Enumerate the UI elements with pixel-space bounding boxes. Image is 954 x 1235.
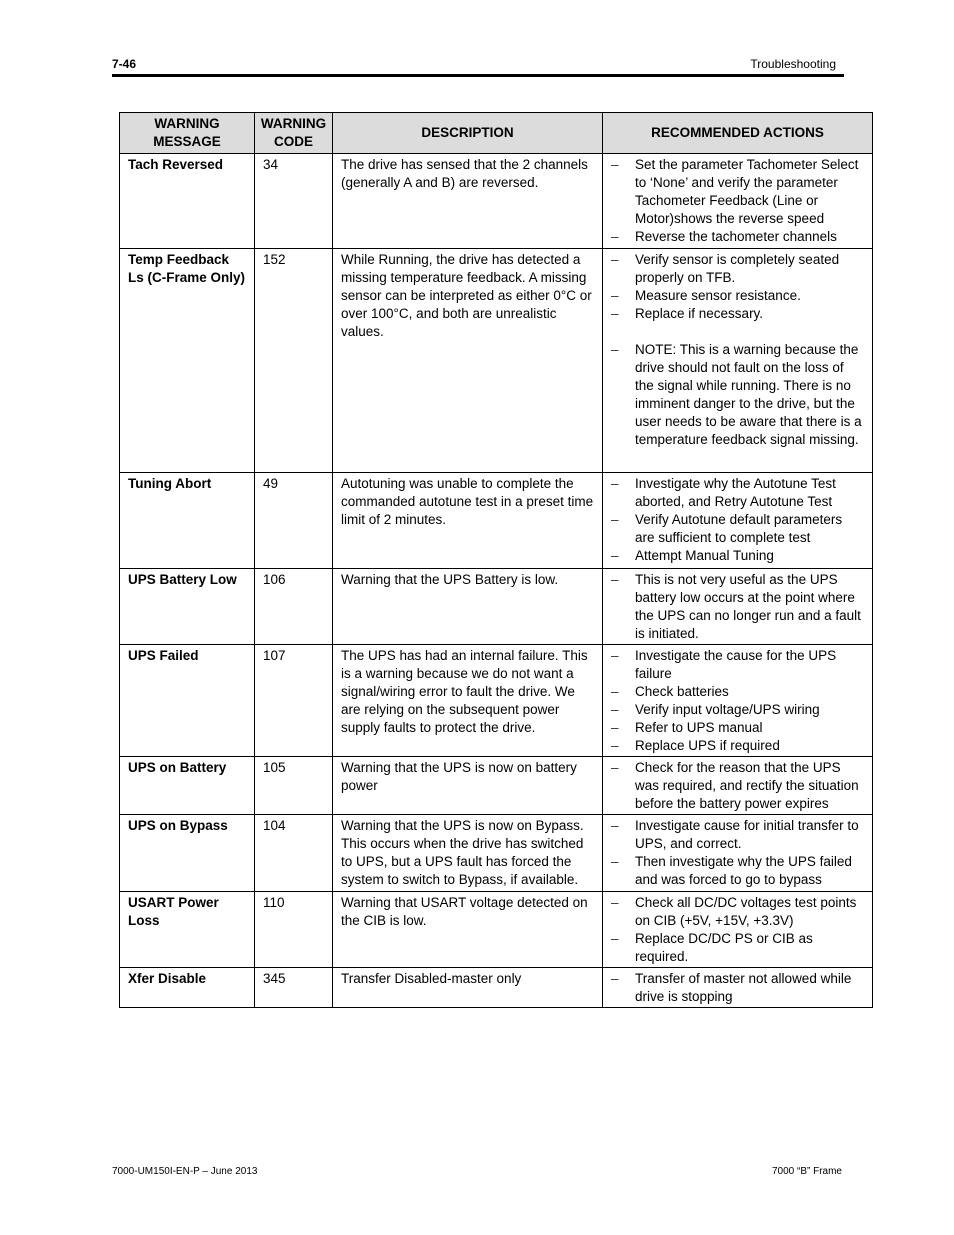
dash-bullet-icon: –: [611, 818, 619, 833]
action-item: [611, 683, 864, 701]
footer-document-id: 7000-UM150I-EN-P – June 2013: [112, 1166, 258, 1177]
recommended-actions: [603, 645, 873, 757]
column-header-code: WARNING CODE: [255, 113, 333, 154]
column-header-message: WARNING MESSAGE: [120, 113, 255, 154]
action-item: [611, 894, 864, 930]
table-row: [120, 569, 873, 645]
dash-bullet-icon: –: [611, 476, 619, 491]
action-text: Verify Autotune default parameters are sufficient to complete test: [635, 512, 843, 545]
recommended-actions: [603, 968, 873, 1008]
warning-description: Warning that the UPS Battery is low.: [333, 569, 603, 645]
table-row: [120, 757, 873, 815]
actions-list: [611, 894, 864, 966]
recommended-actions: [603, 892, 873, 968]
action-text: Check all DC/DC voltages test points on CIB (+5V, +15V, +3.3V): [635, 895, 857, 928]
actions-list: [611, 571, 864, 643]
actions-list: [611, 156, 864, 246]
recommended-actions: [603, 569, 873, 645]
recommended-actions: [603, 154, 873, 249]
action-item: [611, 251, 864, 287]
table-row: [120, 154, 873, 249]
action-item: [611, 547, 864, 565]
warning-message: UPS on Battery: [120, 757, 255, 815]
warning-message: UPS on Bypass: [120, 815, 255, 892]
dash-bullet-icon: –: [611, 252, 619, 267]
warning-code: 104: [255, 815, 333, 892]
page-number: 7-46: [112, 57, 137, 71]
warning-code: 152: [255, 249, 333, 473]
warning-code: 106: [255, 569, 333, 645]
table-row: [120, 645, 873, 757]
action-text: Reverse the tachometer channels: [635, 229, 837, 244]
action-text: Check batteries: [635, 684, 729, 699]
warning-code: 49: [255, 473, 333, 569]
dash-bullet-icon: –: [611, 572, 619, 587]
warning-message: USART Power Loss: [120, 892, 255, 968]
dash-bullet-icon: –: [611, 738, 619, 753]
action-text: Replace if necessary.: [635, 306, 764, 321]
action-item: [611, 719, 864, 737]
warning-code: 107: [255, 645, 333, 757]
footer-product: 7000 “B” Frame: [771, 1166, 842, 1177]
action-text: Measure sensor resistance.: [635, 288, 801, 303]
action-text: Replace DC/DC PS or CIB as required.: [635, 931, 813, 964]
action-text: Then investigate why the UPS failed and was forced to go to bypass: [635, 854, 852, 887]
action-text: This is not very useful as the UPS battery low occurs at the point where the UPS can no longer run and a fault is initiated.: [635, 572, 861, 641]
dash-bullet-icon: –: [611, 548, 619, 563]
action-text: Investigate cause for initial transfer to UPS, and correct.: [635, 818, 859, 851]
action-item: [611, 853, 864, 889]
warning-description: Warning that USART voltage detected on the CIB is low.: [333, 892, 603, 968]
table-row: [120, 892, 873, 968]
action-text: Transfer of master not allowed while drive is stopping: [635, 971, 852, 1004]
actions-list: [611, 970, 864, 1006]
action-item: [611, 571, 864, 643]
warning-code: 110: [255, 892, 333, 968]
recommended-actions: [603, 249, 873, 473]
action-item: [611, 156, 864, 228]
warning-description: Autotuning was unable to complete the commanded autotune test in a preset time limit of 2 minutes.: [333, 473, 603, 569]
action-item: [611, 511, 864, 547]
column-header-description: DESCRIPTION: [333, 113, 603, 154]
action-item: [611, 287, 864, 305]
action-item: [611, 701, 864, 719]
action-text: NOTE: This is a warning because the drive should not fault on the loss of the signal while running. There is no imminent danger to the drive, but the user needs to be aware that there is a temperature feedback signal missing.: [635, 342, 862, 447]
warning-code: 105: [255, 757, 333, 815]
column-header-actions: RECOMMENDED ACTIONS: [603, 113, 873, 154]
action-item: [611, 817, 864, 853]
dash-bullet-icon: –: [611, 720, 619, 735]
actions-list: [611, 251, 864, 449]
table-header-row: [120, 113, 873, 154]
action-spacer: [611, 323, 864, 341]
warning-message: Tuning Abort: [120, 473, 255, 569]
actions-list: [611, 759, 864, 813]
dash-bullet-icon: –: [611, 229, 619, 244]
warning-code: 345: [255, 968, 333, 1008]
recommended-actions: [603, 473, 873, 569]
warning-message: UPS Battery Low: [120, 569, 255, 645]
action-item: [611, 930, 864, 966]
dash-bullet-icon: –: [611, 157, 619, 172]
dash-bullet-icon: –: [611, 931, 619, 946]
warning-message: Xfer Disable: [120, 968, 255, 1008]
dash-bullet-icon: –: [611, 342, 619, 357]
warning-description: While Running, the drive has detected a missing temperature feedback. A missing sensor can be interpreted as either 0°C or over 100°C, and both are unrealistic values.: [333, 249, 603, 473]
table-row: [120, 968, 873, 1008]
action-item: [611, 737, 864, 755]
warning-description: Transfer Disabled-master only: [333, 968, 603, 1008]
dash-bullet-icon: –: [611, 971, 619, 986]
warning-message: Temp Feedback Ls (C-Frame Only): [120, 249, 255, 473]
warning-description: The UPS has had an internal failure. This is a warning because we do not want a signal/wiring error to fault the drive. We are relying on the subsequent power supply faults to protect the drive.: [333, 645, 603, 757]
action-text: Refer to UPS manual: [635, 720, 763, 735]
action-text: Investigate the cause for the UPS failure: [635, 648, 837, 681]
page-header: [112, 56, 844, 77]
action-text: Verify sensor is completely seated properly on TFB.: [635, 252, 840, 285]
action-text: Investigate why the Autotune Test aborted, and Retry Autotune Test: [635, 476, 836, 509]
dash-bullet-icon: –: [611, 306, 619, 321]
action-item: [611, 228, 864, 246]
actions-list: [611, 817, 864, 889]
table-row: [120, 815, 873, 892]
action-item: [611, 475, 864, 511]
action-text: Verify input voltage/UPS wiring: [635, 702, 820, 717]
action-item: [611, 759, 864, 813]
recommended-actions: [603, 815, 873, 892]
section-title: Troubleshooting: [750, 57, 836, 71]
table-row: [120, 473, 873, 569]
actions-list: [611, 475, 864, 565]
dash-bullet-icon: –: [611, 684, 619, 699]
dash-bullet-icon: –: [611, 895, 619, 910]
recommended-actions: [603, 757, 873, 815]
dash-bullet-icon: –: [611, 288, 619, 303]
warnings-table: [119, 112, 873, 1008]
action-item: [611, 341, 864, 449]
action-text: Attempt Manual Tuning: [635, 548, 774, 563]
warning-description: The drive has sensed that the 2 channels (generally A and B) are reversed.: [333, 154, 603, 249]
warning-code: 34: [255, 154, 333, 249]
action-item: [611, 647, 864, 683]
dash-bullet-icon: –: [611, 854, 619, 869]
action-text: Check for the reason that the UPS was required, and rectify the situation before the battery power expires: [635, 760, 859, 811]
warning-description: Warning that the UPS is now on Bypass. This occurs when the drive has switched to UPS, but a UPS fault has forced the system to switch to Bypass, if available.: [333, 815, 603, 892]
action-item: [611, 970, 864, 1006]
dash-bullet-icon: –: [611, 512, 619, 527]
dash-bullet-icon: –: [611, 648, 619, 663]
warning-message: Tach Reversed: [120, 154, 255, 249]
dash-bullet-icon: –: [611, 760, 619, 775]
actions-list: [611, 647, 864, 755]
warning-message: UPS Failed: [120, 645, 255, 757]
table-row: [120, 249, 873, 473]
action-text: Replace UPS if required: [635, 738, 780, 753]
warning-description: Warning that the UPS is now on battery power: [333, 757, 603, 815]
action-item: [611, 305, 864, 323]
dash-bullet-icon: –: [611, 702, 619, 717]
action-text: Set the parameter Tachometer Select to ‘None’ and verify the parameter Tachometer Feedback (Line or Motor)shows the reverse speed: [635, 157, 859, 226]
table-body: [120, 154, 873, 1008]
